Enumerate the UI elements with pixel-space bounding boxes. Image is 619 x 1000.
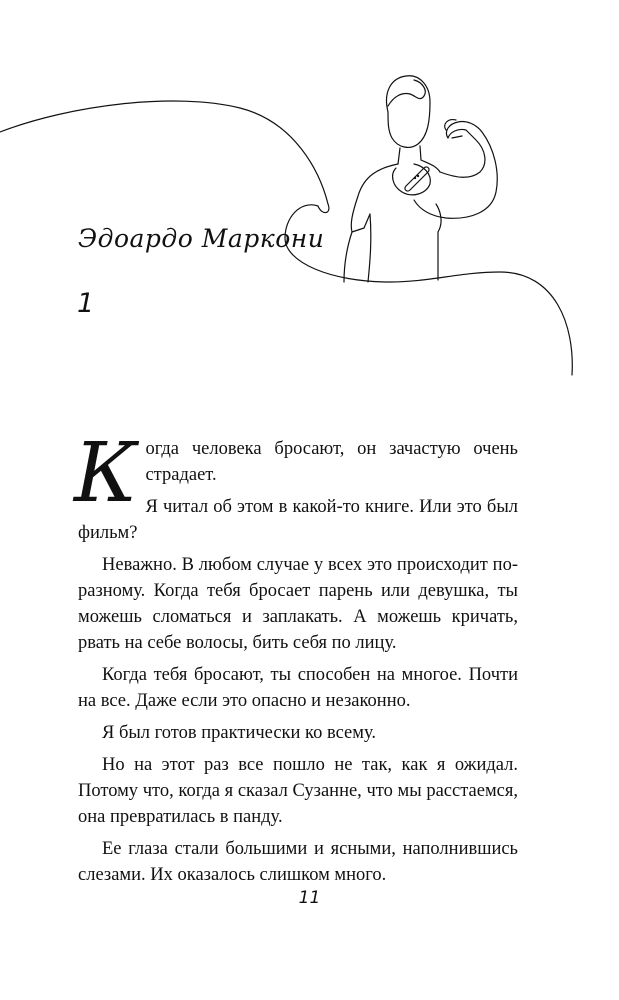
figure-neck <box>398 146 421 164</box>
paragraph: Я был готов практически ко всему. <box>102 723 376 743</box>
paragraph-text: огда человека бросают, он зачастую очень страдает. <box>145 439 518 485</box>
author-name: Эдоардо Маркони <box>78 224 325 253</box>
paragraph: Неважно. В любом случае у всех это происходит по-разному. Когда тебя бросает парень или девушка, ты можешь сломаться и заплакать. А можешь кричать, рвать на себе волосы, бить себя по лицу. <box>78 555 518 653</box>
dropcap: К <box>74 426 138 521</box>
line-art-illustration <box>0 0 619 380</box>
paragraph: Когда тебя бросают, ты способен на многое. Почти на все. Даже если это опасно и незаконно. <box>78 665 518 711</box>
paragraph: Но на этот раз все пошло не так, как я ожидал. Потому что, когда я сказал Сузанне, что мы расстаемся, она превратилась в панду. <box>78 755 518 827</box>
figure-shoulder <box>393 164 431 195</box>
figure-arm <box>414 121 497 218</box>
chapter-number: 1 <box>77 288 95 319</box>
paragraph: Ее глаза стали большими и ясными, наполнившись слезами. Их оказалось слишком много. <box>78 839 518 885</box>
figure-hair <box>388 80 425 106</box>
paragraph: Я читал об этом в какой-то книге. Или это был фильм? <box>78 497 518 543</box>
body-text <box>74 426 518 894</box>
page-number: 11 <box>298 888 321 908</box>
